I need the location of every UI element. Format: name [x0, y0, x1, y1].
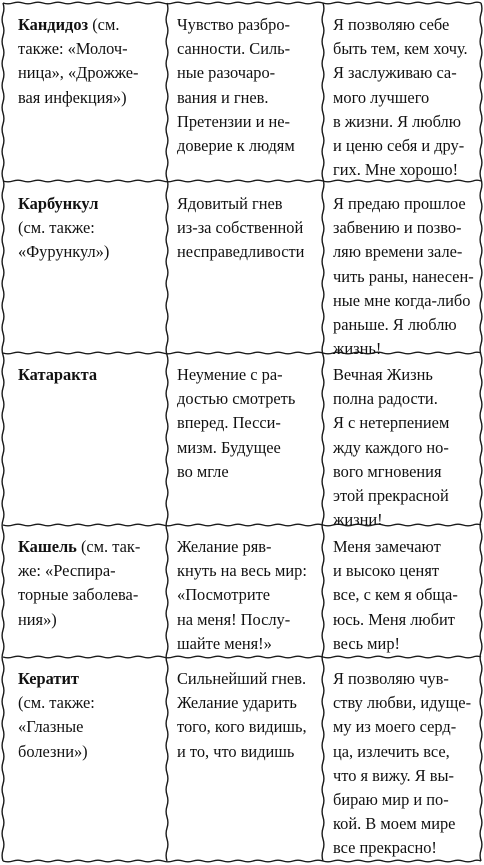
affirmation-line: жизнь!: [333, 339, 382, 359]
condition-note: «Фурункул»): [18, 242, 110, 262]
condition-note: также: «Молоч-: [18, 39, 128, 59]
affirmation-line: чить раны, нанесен-: [333, 266, 474, 286]
affirmation-line: этой прекрасной: [333, 486, 449, 506]
affirmation-line: и высоко ценят: [333, 561, 440, 581]
condition-name: Катаракта: [18, 365, 98, 384]
affirmation-line: ца, излечить все,: [333, 741, 450, 761]
cause-line: мизм. Будущее: [177, 437, 281, 457]
column-divider-line: [480, 3, 482, 861]
condition-note: (см.: [88, 15, 120, 34]
affirmation-line: раньше. Я люблю: [333, 315, 457, 335]
cause-line: во мгле: [177, 461, 229, 481]
condition-line: [18, 37, 163, 61]
condition-cell: [18, 363, 163, 387]
condition-line: [18, 583, 163, 607]
affirmation-line: ству любви, идуще-: [333, 693, 472, 713]
affirmation-line: кой. В моем мире: [333, 814, 456, 834]
cause-line: Неумение с ра-: [177, 365, 283, 384]
condition-note: ница», «Дрожже-: [18, 63, 139, 83]
cause-line: вания и гнев.: [177, 87, 269, 107]
condition-note: (см. также:: [18, 218, 95, 238]
cause-line: достью смотреть: [177, 389, 296, 409]
affirmation-line: полна радости.: [333, 389, 438, 409]
affirmation-line: все, с кем я обща-: [333, 585, 458, 605]
condition-line: [18, 608, 163, 632]
condition-line: [18, 216, 163, 240]
affirmation-line: жду каждого но-: [333, 437, 449, 457]
condition-line: [18, 535, 163, 559]
cause-line: кнуть на весь мир:: [177, 561, 307, 581]
row-divider-line: [3, 2, 481, 4]
condition-note: ния»): [18, 609, 57, 629]
condition-line: [18, 86, 163, 110]
affirmation-line: что я вижу. Я вы-: [333, 765, 454, 785]
condition-note: торные заболева-: [18, 585, 139, 605]
condition-line: [18, 559, 163, 583]
cause-cell: [177, 363, 317, 484]
cause-line: Сильнейший гнев.: [177, 669, 307, 688]
condition-line: [18, 61, 163, 85]
condition-name: Карбункул: [18, 194, 99, 213]
cause-cell: [177, 13, 317, 158]
cause-line: из-за собственной: [177, 218, 304, 238]
affirmation-line: вого мгновения: [333, 461, 442, 481]
affirmation-line: все прекрасно!: [333, 838, 437, 858]
condition-note: (см. так-: [76, 537, 141, 556]
cause-line: того, кого видишь,: [177, 717, 307, 737]
affirmation-line: юсь. Меня любит: [333, 609, 455, 629]
cause-line: на меня! Послу-: [177, 609, 291, 629]
affirmation-cell: [333, 667, 473, 861]
cause-line: санности. Силь-: [177, 39, 291, 59]
affirmation-line: Вечная Жизнь: [333, 365, 433, 384]
condition-name: Кандидоз: [18, 15, 89, 34]
condition-note: же: «Респира-: [18, 561, 116, 581]
condition-cell: [18, 535, 163, 632]
affirmation-line: мого лучшего: [333, 87, 430, 107]
condition-line: [18, 740, 163, 764]
affirmation-line: Я позволяю себе: [333, 15, 450, 34]
cause-line: и то, что видишь: [177, 741, 295, 761]
affirmation-line: Я заслуживаю са-: [333, 63, 457, 83]
affirmation-line: гих. Мне хорошо!: [333, 160, 459, 180]
cause-line: несправедливости: [177, 242, 305, 262]
condition-name: Кашель: [18, 537, 77, 556]
affirmation-line: жизни!: [333, 510, 383, 530]
condition-line: [18, 691, 163, 715]
condition-line: [18, 13, 163, 37]
condition-line: [18, 667, 163, 691]
cause-line: вперед. Песси-: [177, 413, 281, 433]
column-divider-line: [2, 3, 4, 861]
cause-line: Претензии и не-: [177, 111, 291, 131]
cause-line: Ядовитый гнев: [177, 194, 283, 213]
condition-cell: [18, 667, 163, 764]
cause-line: доверие к людям: [177, 136, 295, 156]
column-divider-line: [322, 3, 324, 861]
affirmation-line: му из моего серд-: [333, 717, 457, 737]
affirmation-line: забвению и позво-: [333, 218, 462, 238]
condition-note: (см. также:: [18, 693, 95, 713]
column-divider-line: [166, 3, 168, 861]
affirmation-line: весь мир!: [333, 633, 400, 653]
affirmation-line: Я позволяю чув-: [333, 669, 449, 688]
affirmation-line: Я предаю прошлое: [333, 194, 466, 213]
affirmation-line: и ценю себя и дру-: [333, 136, 465, 156]
cause-line: Желание ряв-: [177, 537, 272, 556]
affirmation-line: ляю времени зале-: [333, 242, 463, 262]
cause-line: Желание ударить: [177, 693, 297, 713]
affirmation-cell: [333, 535, 473, 656]
affirmation-line: Я с нетерпением: [333, 413, 450, 433]
affirmation-cell: [333, 13, 473, 182]
condition-cell: [18, 192, 163, 265]
row-divider-line: [3, 656, 481, 658]
condition-note: болезни»): [18, 741, 88, 761]
affirmation-cell: [333, 363, 473, 532]
cause-cell: [177, 192, 317, 265]
cause-line: ные разочаро-: [177, 63, 276, 83]
condition-line: [18, 240, 163, 264]
cause-line: шайте меня!»: [177, 633, 272, 653]
affirmation-cell: [333, 192, 473, 361]
cause-line: Чувство разбро-: [177, 15, 290, 34]
condition-line: [18, 192, 163, 216]
condition-line: [18, 363, 163, 387]
affirmation-line: быть тем, кем хочу.: [333, 39, 468, 59]
cause-line: «Посмотрите: [177, 585, 271, 605]
affirmation-line: бираю мир и по-: [333, 790, 449, 810]
affirmation-line: Меня замечают: [333, 537, 441, 556]
condition-line: [18, 715, 163, 739]
condition-note: вая инфекция»): [18, 87, 127, 107]
cause-cell: [177, 535, 317, 656]
affirmation-line: в жизни. Я люблю: [333, 111, 461, 131]
condition-cell: [18, 13, 163, 110]
condition-note: «Глазные: [18, 717, 84, 737]
condition-name: Кератит: [18, 669, 79, 688]
affirmation-line: ные мне когда-либо: [333, 290, 471, 310]
cause-cell: [177, 667, 317, 764]
